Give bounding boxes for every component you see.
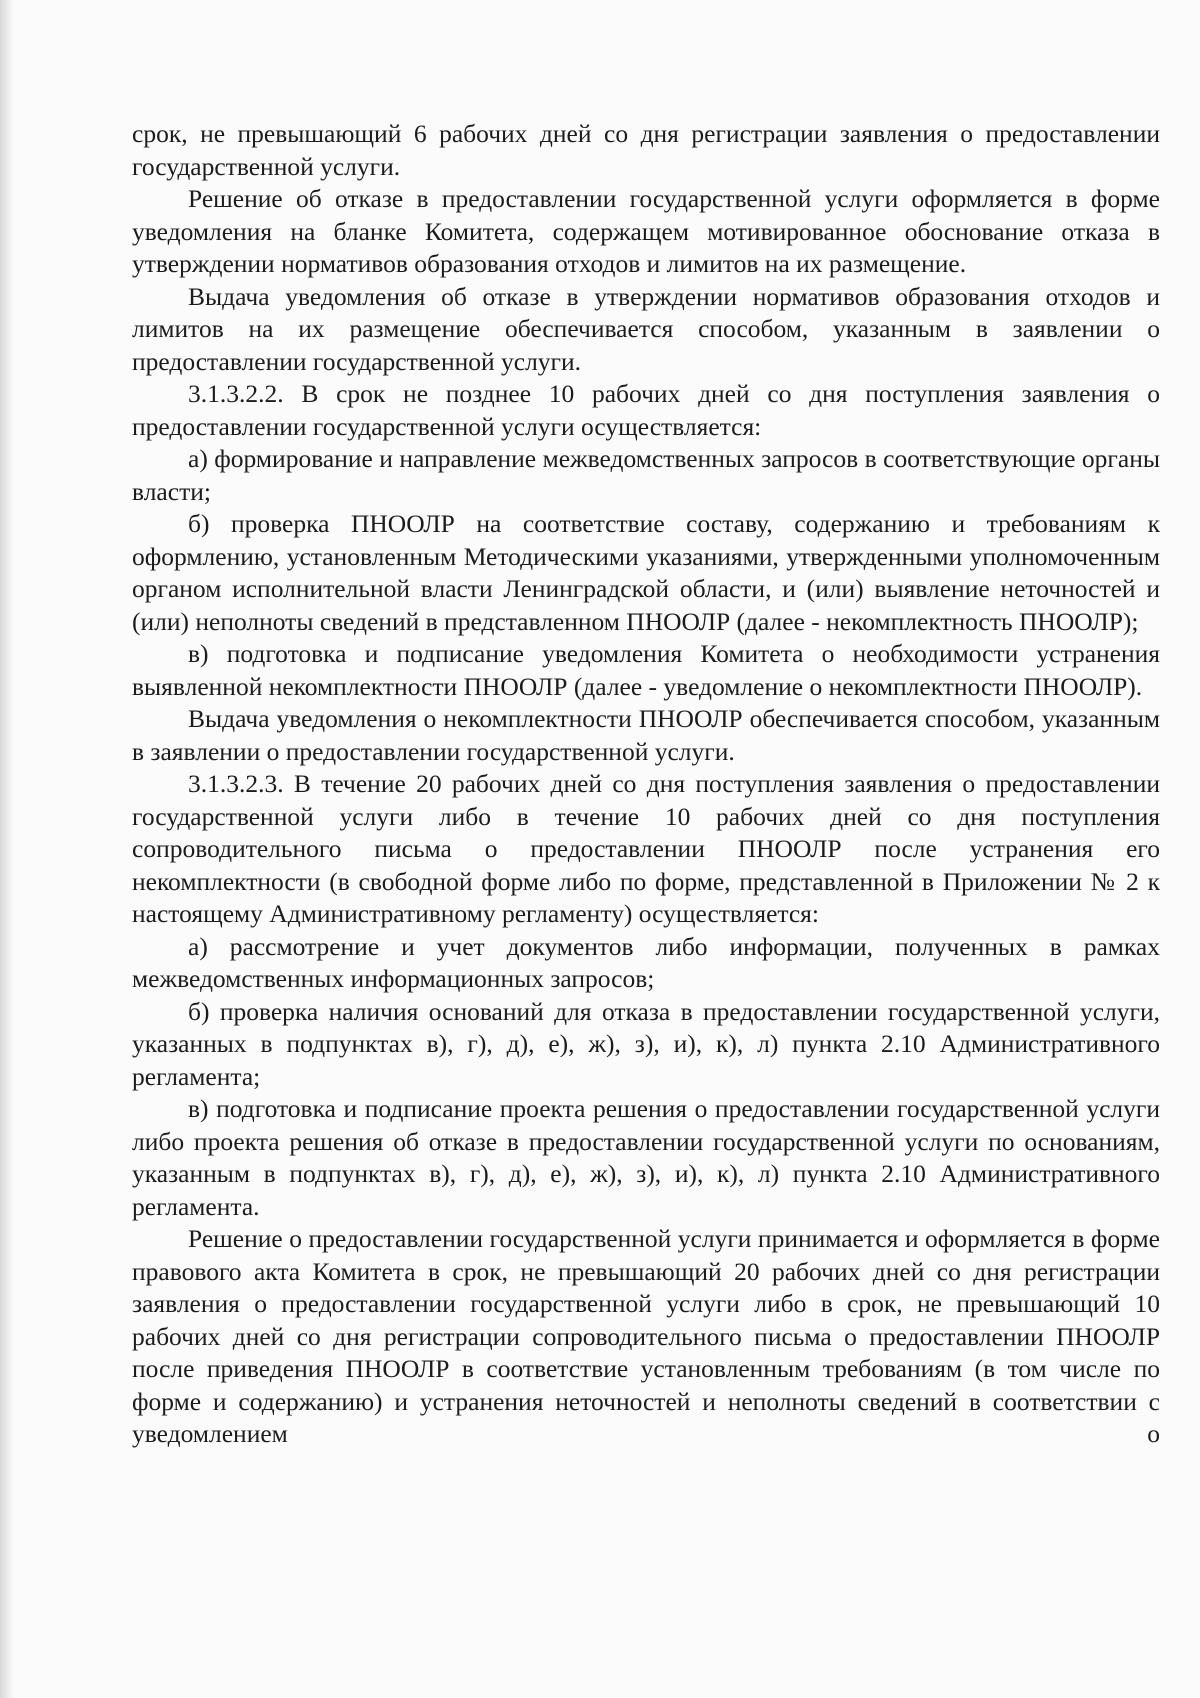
list-item-a-review: а) рассмотрение и учет документов либо информации, полученных в рамках межведомственных информационных запросов;	[132, 931, 1160, 993]
document-body	[132, 118, 1160, 1451]
scan-edge-shadow	[0, 0, 14, 1698]
list-item-v-draft: в) подготовка и подписание проекта решения о предоставлении государственной услуги либо проекта решения об отказе в предоставлении государственной услуги по основаниям, указанным в подпунктах в), г), д), е), ж), з), и), к), л) пункта 2.10 Административного регламента.	[132, 1094, 1160, 1221]
paragraph-decision-term: Решение о предоставлении государственной услуги принимается и оформляется в форме правового акта Комитета в срок, не превышающий 20 рабочих дней со дня регистрации заявления о предоставлении государственной услуги либо в срок, не превышающий 10 рабочих дней со дня регистрации сопроводительного письма о предоставлении ПНООЛР после приведения ПНООЛР в соответствие установленным требованиям (в том числе по форме и содержанию) и устранения неточностей и неполноты сведений в соответствии с уведомлением о	[132, 1224, 1160, 1448]
paragraph-continuation: срок, не превышающий 6 рабочих дней со дня регистрации заявления о предоставлении государственной услуги.	[132, 119, 1160, 181]
paragraph-refusal-issuance: Выдача уведомления об отказе в утверждении нормативов образования отходов и лимитов на их размещение обеспечивается способом, указанным в заявлении о предоставлении государственной услуги.	[132, 281, 1160, 376]
list-item-b: б) проверка ПНООЛР на соответствие составу, содержанию и требованиям к оформлению, установленным Методическими указаниями, утвержденными уполномоченным органом исполнительной власти Ленинградской области, и (или) выявление неточностей и (или) неполноты сведений в представленном ПНООЛР (далее - некомплектность ПНООЛР);	[132, 509, 1160, 636]
list-item-v: в) подготовка и подписание уведомления Комитета о необходимости устранения выявленной некомплектности ПНООЛР (далее - уведомление о некомплектности ПНООЛР).	[132, 639, 1160, 701]
list-item-b-check: б) проверка наличия оснований для отказа в предоставлении государственной услуги, указанных в подпунктах в), г), д), е), ж), з), и), к), л) пункта 2.10 Административного регламента;	[132, 996, 1160, 1091]
list-item-a: а) формирование и направление межведомственных запросов в соответствующие органы власти;	[132, 444, 1160, 506]
paragraph-section-3-1-3-2-3: 3.1.3.2.3. В течение 20 рабочих дней со дня поступления заявления о предоставлении государственной услуги либо в течение 10 рабочих дней со дня поступления сопроводительного письма о предоставлении ПНООЛР после устранения его некомплектности (в свободной форме либо по форме, представленной в Приложении № 2 к настоящему Административному регламенту) осуществляется:	[132, 769, 1160, 928]
paragraph-incompleteness-issuance: Выдача уведомления о некомплектности ПНООЛР обеспечивается способом, указанным в заявлении о предоставлении государственной услуги.	[132, 704, 1160, 766]
paragraph-section-3-1-3-2-2: 3.1.3.2.2. В срок не позднее 10 рабочих дней со дня поступления заявления о предоставлении государственной услуги осуществляется:	[132, 379, 1160, 441]
paragraph-refusal-decision: Решение об отказе в предоставлении государственной услуги оформляется в форме уведомления на бланке Комитета, содержащем мотивированное обоснование отказа в утверждении нормативов образования отходов и лимитов на их размещение.	[132, 184, 1160, 278]
